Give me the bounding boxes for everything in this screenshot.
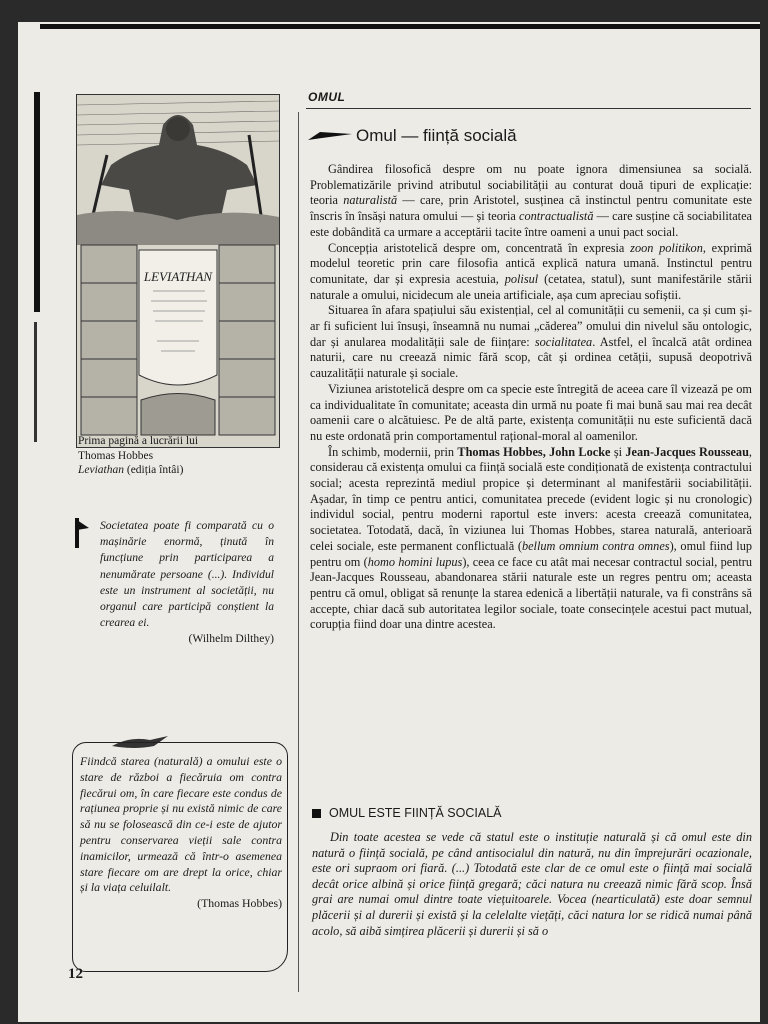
main-text (310, 162, 752, 633)
aristotle-excerpt (312, 830, 752, 939)
caption-work-title: Leviathan (78, 464, 124, 476)
quote-flag-icon (73, 516, 95, 550)
leviathan-frontispiece-image (76, 94, 280, 448)
running-header: OMUL (308, 90, 346, 104)
header-rule (306, 108, 751, 109)
hobbes-quote-author: (Thomas Hobbes) (197, 896, 282, 911)
title-ornament-icon (308, 130, 352, 142)
book-page (18, 22, 760, 1022)
engraving-title-text: LEVIATHAN (143, 269, 213, 284)
subheading (312, 806, 752, 820)
square-bullet-icon (312, 809, 321, 818)
dilthey-quote (100, 518, 274, 648)
left-edge-bar (34, 92, 40, 312)
subheading-text: OMUL ESTE FIINȚĂ SOCIALĂ (329, 806, 502, 820)
hobbes-quote-text: Fiindcă starea (naturală) a omului este o stare de război a fiecăruia om contra fiecărui om, în care fiecare este condus de rațiunea proprie și nu există nimic de care să nu se folosească din ce-i este de ajutor pentru conservarea vieții sale contra inamicilor, urmează că într-o asemenea stare fiecare om are drept la orice, chiar și la viața celuilalt. (80, 754, 282, 895)
dilthey-quote-text: Societatea poate fi comparată cu o mașinărie enormă, ținută în funcțiune prin participarea a nenumărate persoane (...). Individul este un instrument al societății, nu organul care participă conștient la crearea ei. (100, 519, 274, 630)
paragraph-5: În schimb, modernii, prin Thomas Hobbes, John Locke și Jean-Jacques Rousseau, considerau că existența omului ca ființă socială este condiționată de existența contractului social; acesta reprezintă mediul propice și determinant al manifestării sociabilității. Așadar, în timp ce pentru antici, comunitatea precede (evident logic și nu cronologic) individul social, pentru moderni raportul este invers: acesta creează comunitatea, societatea. Totodată, dacă, în viziunea lui Thomas Hobbes, starea naturală, anterioară celei sociale, este permanent conflictuală (bellum omnium contra omnes), omul fiind lup pentru om (homo homini lupus), ceea ce face cu atât mai necesar contractul social, pentru Jean-Jacques Rousseau, abandonarea stării naturale este un regres pentru om; aceasta pentru că omul, obligat să renunțe la starea edenică a libertății naturale, va fi constrâns să accepte, chiar dacă sub autoritatea legilor sociale, toate consecințele acestui pact mutual, corupția fiind doar una dintre acestea. (310, 444, 753, 632)
engraving-illustration (77, 95, 279, 447)
hobbes-quote (80, 754, 282, 912)
caption-line-3 (78, 463, 288, 478)
excerpt-paragraph: Din toate acestea se vede că statul este o instituție naturală și că omul este din natură o ființă socială, pe când antisocialul din natură, nu din împrejurări ocazionale, este ori supraom ori fiară. (...) Totodată este clar de ce omul este o ființă mai socială decât orice albină și orice ființă gregară; căci natura nu creează nimic fără scop. Însă grai are numai omul dintre toate viețuitoarele. Vocea (nearticulată) este doar semnul plăcerii și al durerii și există și la celelalte viețăți, căci natura lor se ridică numai până acolo, să aibă simțirea plăcerii și durerii și să o (312, 830, 752, 938)
paragraph-3: Situarea în afara spațiului său existențial, cel al comunității cu semenii, ca și cum și-ar fi suficient lui însuși, înseamnă nu numai „căderea” omului din nivelul său ontologic, dar și anularea modalității sale de ființare: socialitatea. Astfel, el încalcă atât ordinea naturii, care nu creează nimic fără scop, cât și ordinea cetății, supusă deopotrivă cauzalității naturale și sociale. (310, 303, 753, 381)
column-divider (298, 112, 299, 992)
paragraph-4: Viziunea aristotelică despre om ca specie este întregită de aceea care îl vizează pe om ca individualitate în comunitate; aceasta din urmă nu poate fi mai bună sau mai rea decât oamenii care o alcătuiesc. Pe de altă parte, existența comunității nu este suficientă dacă nu este ordonată prin comportamentul rațional-moral al oamenilor. (310, 381, 752, 443)
paragraph-1: Gândirea filosofică despre om nu poate ignora dimensiunea sa socială. Problematizările privind atributul sociabilității au conturat două tipuri de explicație: teoria naturalistă — care, prin Aristotel, susținea că instinctul pentru comunitate este înscris în însăși natura omului — și teoria contractualistă — care susține că sociabilitatea este dobândită ca urmare a acceptării tacite între oameni a unui pact social. (310, 162, 752, 239)
dilthey-quote-author: (Wilhelm Dilthey) (188, 632, 274, 646)
paragraph-2: Concepția aristotelică despre om, concentrată în expresia zoon politikon, exprimă modelul teoretic prin care filosofia antică explică natura umană. Instinctul pentru comunitate, dar și expresia acestuia, polisul (cetatea, statul), sunt manifestările stării naturale a omului, nicidecum ale uneia artificiale, așa cum apreciau sofiștii. (310, 240, 753, 302)
top-border-line (40, 24, 760, 29)
caption-line-1: Prima pagină a lucrării lui (78, 435, 199, 447)
left-edge-bar-lower (34, 322, 37, 442)
page-number: 12 (68, 966, 83, 982)
figure-caption (78, 434, 288, 478)
caption-line-2: Thomas Hobbes (78, 449, 154, 462)
caption-edition: (ediția întâi) (124, 464, 184, 476)
page-title: Omul — ființă socială (356, 126, 517, 145)
